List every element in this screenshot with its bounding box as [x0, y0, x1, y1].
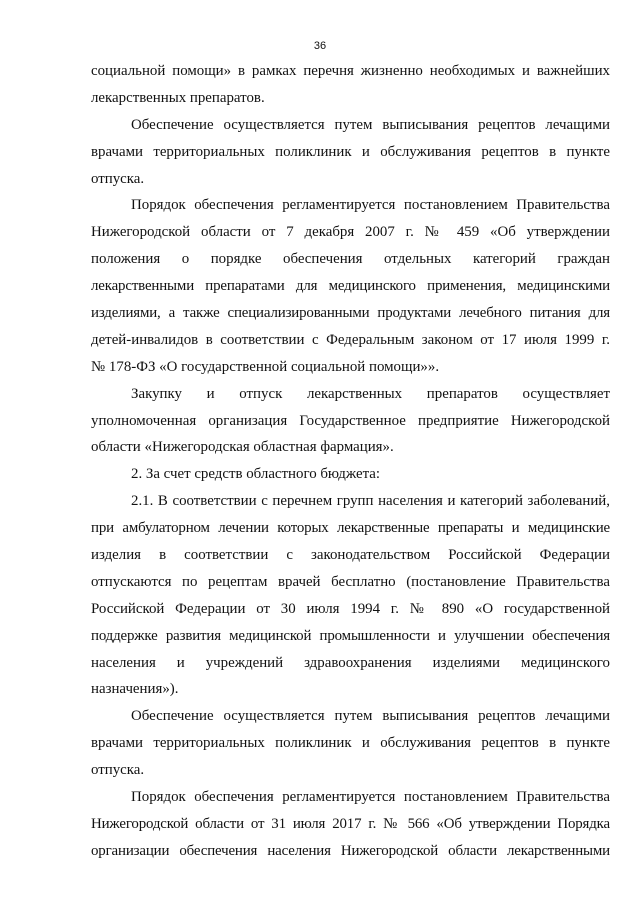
- page-number: 36: [313, 40, 327, 52]
- text-line: Нижегородской области от 31 июля 2017 г. № 566 «Об утверждении Порядка: [91, 815, 610, 832]
- text-line: № 178-ФЗ «О государственной социальной помощи»».: [91, 358, 440, 375]
- text-line: области «Нижегородская областная фармация».: [91, 439, 394, 456]
- text-line: отпускаются по рецептам врачей бесплатно (постановление Правительства: [91, 573, 610, 590]
- text-line: при амбулаторном лечении которых лекарственные препараты и медицинские: [91, 520, 610, 537]
- text-line: изделиями, а также специализированными продуктами лечебного питания для: [91, 305, 610, 322]
- text-line: 2.1. В соответствии с перечнем групп населения и категорий заболеваний,: [131, 493, 610, 510]
- text-line: положения о порядке обеспечения отдельных категорий граждан: [91, 251, 610, 268]
- text-line: социальной помощи» в рамках перечня жизненно необходимых и важнейших: [91, 63, 610, 79]
- text-line: лекарственными препаратами для медицинского применения, медицинскими: [91, 278, 610, 295]
- text-line: отпуска.: [91, 762, 145, 779]
- text-line: лекарственных препаратов.: [91, 89, 265, 106]
- text-line: отпуска.: [91, 170, 145, 187]
- text-line: Закупку и отпуск лекарственных препаратов осуществляет: [131, 385, 610, 402]
- text-line: изделия в соответствии с законодательством Российской Федерации: [91, 547, 610, 564]
- text-line: врачами территориальных поликлиник и обслуживания рецептов в пункте: [91, 735, 610, 752]
- text-line: детей-инвалидов в соответствии с Федеральным законом от 17 июля 1999 г.: [91, 331, 610, 348]
- text-line: Обеспечение осуществляется путем выписывания рецептов лечащими: [131, 116, 610, 133]
- text-line: Порядок обеспечения регламентируется постановлением Правительства: [131, 197, 610, 214]
- text-line: организации обеспечения населения Нижегородской области лекарственными: [91, 842, 610, 859]
- body-text: [91, 58, 610, 865]
- text-line: назначения»).: [91, 681, 179, 698]
- text-line: Российской Федерации от 30 июля 1994 г. № 890 «О государственной: [91, 600, 610, 617]
- text-line: поддержке развития медицинской промышленности и улучшении обеспечения: [91, 627, 610, 644]
- text-line: Порядок обеспечения регламентируется постановлением Правительства: [131, 789, 610, 806]
- text-line: населения и учреждений здравоохранения изделиями медицинского: [91, 654, 610, 671]
- text-line: 2. За счет средств областного бюджета:: [131, 466, 381, 483]
- text-line: уполномоченная организация Государственное предприятие Нижегородской: [91, 412, 610, 429]
- text-line: врачами территориальных поликлиник и обслуживания рецептов в пункте: [91, 143, 610, 160]
- text-line: Нижегородской области от 7 декабря 2007 г. № 459 «Об утверждении: [91, 224, 610, 241]
- text-line: Обеспечение осуществляется путем выписывания рецептов лечащими: [131, 708, 610, 725]
